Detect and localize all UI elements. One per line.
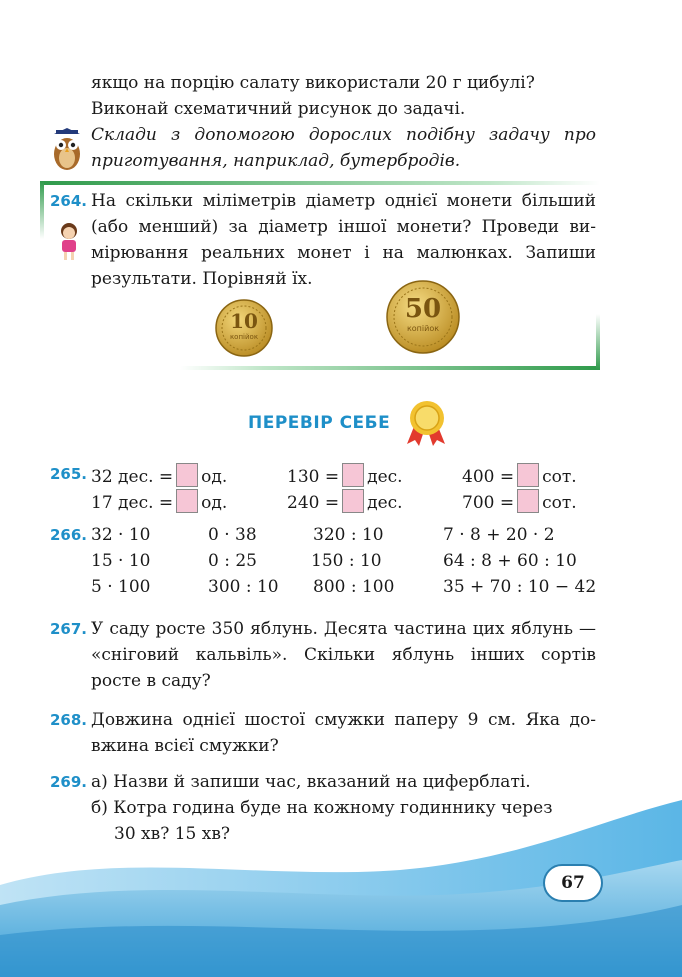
- answer-box[interactable]: [517, 489, 539, 513]
- problem-269-number: 269.: [50, 773, 88, 791]
- problem-266-cell: 150 : 10: [311, 551, 382, 571]
- problem-267-line-2: «сніговий кальвіль». Скільки яблунь інших сортів: [91, 645, 596, 665]
- problem-267-line-3: росте в саду?: [91, 671, 211, 691]
- problem-266-cell: 64 : 8 + 60 : 10: [443, 551, 577, 571]
- problem-266-cell: 15 · 10: [91, 551, 151, 571]
- problem-266-cell: 300 : 10: [208, 577, 279, 597]
- problem-264-line-3: мірювання реальних монет і на малюнках. Запиши: [91, 243, 596, 263]
- problem-268-number: 268.: [50, 711, 88, 729]
- problem-264-top-bar: [40, 181, 600, 185]
- coin-50-value: 50: [404, 294, 442, 324]
- problem-265-r1-c3: 400 = сот.: [462, 463, 577, 488]
- girl-icon: [56, 222, 82, 262]
- problem-266-cell: 0 : 25: [208, 551, 257, 571]
- problem-268-line-2: вжина всієї смужки?: [91, 736, 279, 756]
- section-title: ПЕРЕВІР СЕБЕ: [248, 413, 391, 433]
- problem-267-number: 267.: [50, 620, 88, 638]
- problem-266-cell: 32 · 10: [91, 525, 151, 545]
- intro-italic-1: Склади з допомогою дорослих подібну задачу про: [91, 125, 596, 145]
- problem-266-cell: 800 : 100: [313, 577, 395, 597]
- answer-box[interactable]: [342, 489, 364, 513]
- medal-icon: [403, 398, 451, 448]
- problem-266-cell: 7 · 8 + 20 · 2: [443, 525, 555, 545]
- problem-264-bottom-bar: [180, 366, 600, 370]
- problem-269-part-b-times: 30 хв? 15 хв?: [114, 824, 231, 844]
- owl-icon: [50, 128, 86, 172]
- problem-266-cell: 5 · 100: [91, 577, 151, 597]
- problem-264-number: 264.: [50, 192, 88, 210]
- coin-10-value: 10: [230, 309, 258, 333]
- problem-265-number: 265.: [50, 465, 88, 483]
- problem-266-number: 266.: [50, 526, 88, 544]
- intro-line-2: Виконай схематичний рисунок до задачі.: [91, 99, 466, 119]
- intro-line-1: якщо на порцію салату використали 20 г цибулі?: [91, 73, 535, 93]
- coin-10-label: копійок: [229, 333, 259, 341]
- problem-268-line-1: Довжина однієї шостої смужки паперу 9 см. Яка до-: [91, 710, 596, 730]
- problem-265-r2-c3: 700 = сот.: [462, 489, 577, 514]
- page-number: 67: [543, 864, 603, 902]
- problem-264-line-4: результати. Порівняй їх.: [91, 269, 313, 289]
- problem-266-cell: 35 + 70 : 10 − 42: [443, 577, 597, 597]
- problem-266-cell: 320 : 10: [313, 525, 384, 545]
- problem-264-line-1: На скільки міліметрів діаметр однієї монети більший: [91, 191, 596, 211]
- intro-italic-2: приготування, наприклад, бутербродів.: [91, 151, 461, 171]
- problem-267-line-1: У саду росте 350 яблунь. Десята частина цих яблунь —: [91, 619, 596, 639]
- problem-264-left-bar: [40, 181, 44, 239]
- coin-50-label: копійок: [406, 324, 440, 333]
- answer-box[interactable]: [176, 463, 198, 487]
- answer-box[interactable]: [342, 463, 364, 487]
- answer-box[interactable]: [517, 463, 539, 487]
- problem-265-r2-c1: 17 дес. = од.: [91, 489, 227, 514]
- problem-265-r1-c2: 130 = дес.: [287, 463, 403, 488]
- problem-264-line-2: (або менший) за діаметр іншої монети? Проведи ви-: [91, 217, 596, 237]
- problem-264-right-bar: [596, 314, 600, 370]
- problem-266-cell: 0 · 38: [208, 525, 257, 545]
- problem-269-part-b: б) Котра година буде на кожному годиннику через: [91, 798, 553, 818]
- problem-269-part-a: а) Назви й запиши час, вказаний на циферблаті.: [91, 772, 531, 792]
- problem-265-r1-c1: 32 дес. = од.: [91, 463, 227, 488]
- answer-box[interactable]: [176, 489, 198, 513]
- problem-265-r2-c2: 240 = дес.: [287, 489, 403, 514]
